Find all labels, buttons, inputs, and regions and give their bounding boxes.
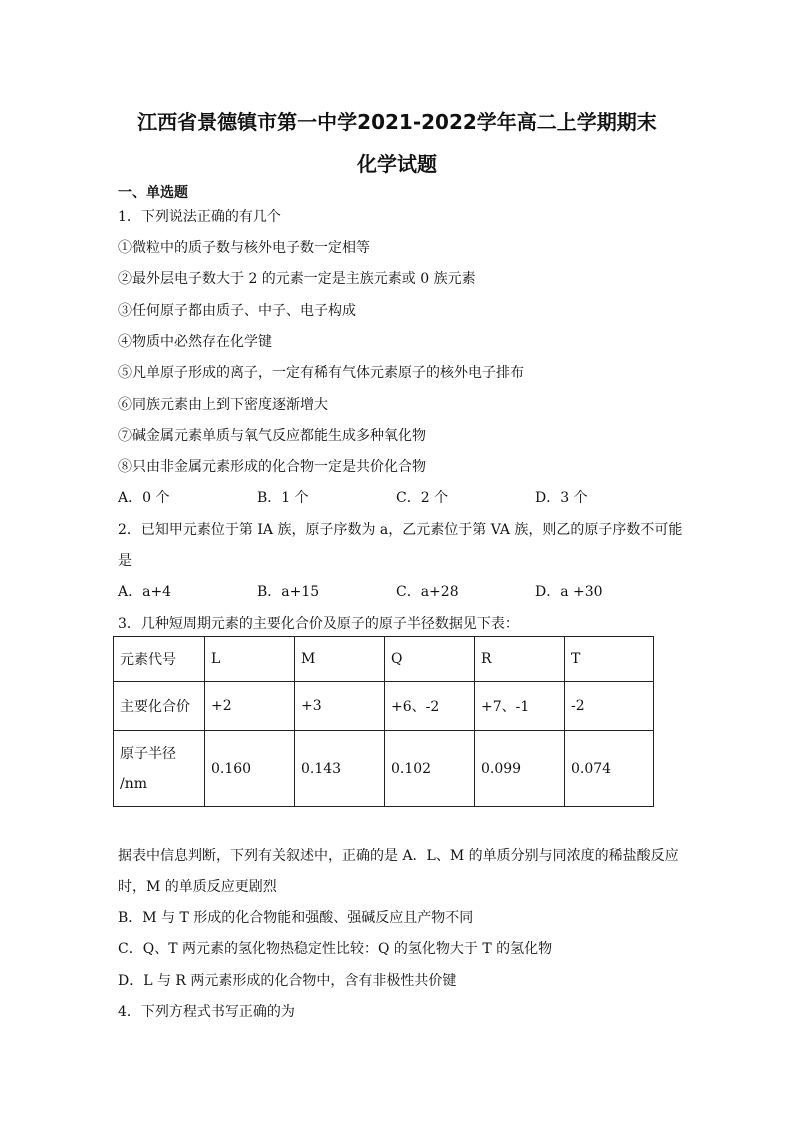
q1-statement-2: ②最外层电子数大于 2 的元素一定是主族元素或 0 族元素 [118, 271, 476, 287]
exam-title-line2: 化学试题 [357, 152, 437, 176]
q1-option-c[interactable]: C．2 个 [396, 490, 449, 506]
element-data-table [113, 636, 654, 807]
q1-statement-7: ⑦碱金属元素单质与氧气反应都能生成多种氧化物 [118, 428, 426, 444]
q2-stem-line2: 是 [118, 553, 132, 569]
radius-label-line2: /nm [120, 775, 148, 792]
q2-option-c[interactable]: C．a+28 [396, 584, 459, 600]
q1-option-b[interactable]: B．1 个 [257, 490, 309, 506]
table-row-label [114, 731, 205, 807]
q1-statement-8: ⑧只由非金属元素形成的化合物一定是共价化合物 [118, 459, 426, 475]
q1-statement-3: ③任何原子都由质子、中子、电子构成 [118, 303, 356, 319]
table-header-cell: 元素代号 [114, 637, 205, 682]
table-cell: 0.074 [565, 731, 654, 807]
q1-stem: 1．下列说法正确的有几个 [118, 209, 281, 225]
section-heading: 一、单选题 [118, 185, 188, 201]
q1-statement-5: ⑤凡单原子形成的离子，一定有稀有气体元素原子的核外电子排布 [118, 365, 524, 381]
table-row [114, 731, 654, 807]
q3-stem: 3．几种短周期元素的主要化合价及原子的原子半径数据见下表： [118, 616, 519, 632]
table-header-cell: T [565, 637, 654, 682]
table-header-cell: M [295, 637, 385, 682]
q2-stem-line1: 2．已知甲元素位于第 IA 族，原子序数为 a，乙元素位于第 VA 族，则乙的原子序数不可能 [118, 522, 683, 538]
q1-statement-1: ①微粒中的质子数与核外电子数一定相等 [118, 240, 370, 256]
q1-option-d[interactable]: D．3 个 [535, 490, 588, 506]
table-cell: +7、-1 [475, 682, 565, 731]
table-row-label: 主要化合价 [114, 682, 205, 731]
table-row [114, 637, 654, 682]
q3-text-line1: 据表中信息判断，下列有关叙述中，正确的是 A．L、M 的单质分别与同浓度的稀盐酸反应 [118, 848, 679, 864]
q1-options [118, 487, 678, 507]
q2-option-d[interactable]: D．a +30 [535, 584, 603, 600]
table-cell: -2 [565, 682, 654, 731]
table-cell: +2 [205, 682, 295, 731]
table-cell: 0.143 [295, 731, 385, 807]
radius-label-line1: 原子半径 [120, 745, 176, 762]
table-header-cell: Q [385, 637, 475, 682]
q2-options [118, 581, 678, 601]
q2-option-b[interactable]: B．a+15 [257, 584, 320, 600]
q3-option-c[interactable]: C．Q、T 两元素的氢化物热稳定性比较：Q 的氢化物大于 T 的氢化物 [118, 941, 553, 957]
table-row [114, 682, 654, 731]
table-cell: +6、-2 [385, 682, 475, 731]
table-cell: 0.099 [475, 731, 565, 807]
table-cell: +3 [295, 682, 385, 731]
q3-option-d[interactable]: D．L 与 R 两元素形成的化合物中，含有非极性共价键 [118, 973, 457, 989]
q1-statement-6: ⑥同族元素由上到下密度逐渐增大 [118, 397, 328, 413]
table-cell: 0.160 [205, 731, 295, 807]
q1-statement-4: ④物质中必然存在化学键 [118, 334, 272, 350]
q3-option-b[interactable]: B．M 与 T 形成的化合物能和强酸、强碱反应且产物不同 [118, 910, 474, 926]
q2-option-a[interactable]: A．a+4 [118, 584, 172, 600]
table-header-cell: L [205, 637, 295, 682]
table-header-cell: R [475, 637, 565, 682]
q3-text-line2: 时，M 的单质反应更剧烈 [118, 879, 277, 895]
q1-option-a[interactable]: A．0 个 [118, 490, 170, 506]
exam-title-line1: 江西省景德镇市第一中学2021-2022学年高二上学期期末 [137, 110, 657, 134]
q4-stem: 4．下列方程式书写正确的为 [118, 1004, 295, 1020]
table-cell: 0.102 [385, 731, 475, 807]
